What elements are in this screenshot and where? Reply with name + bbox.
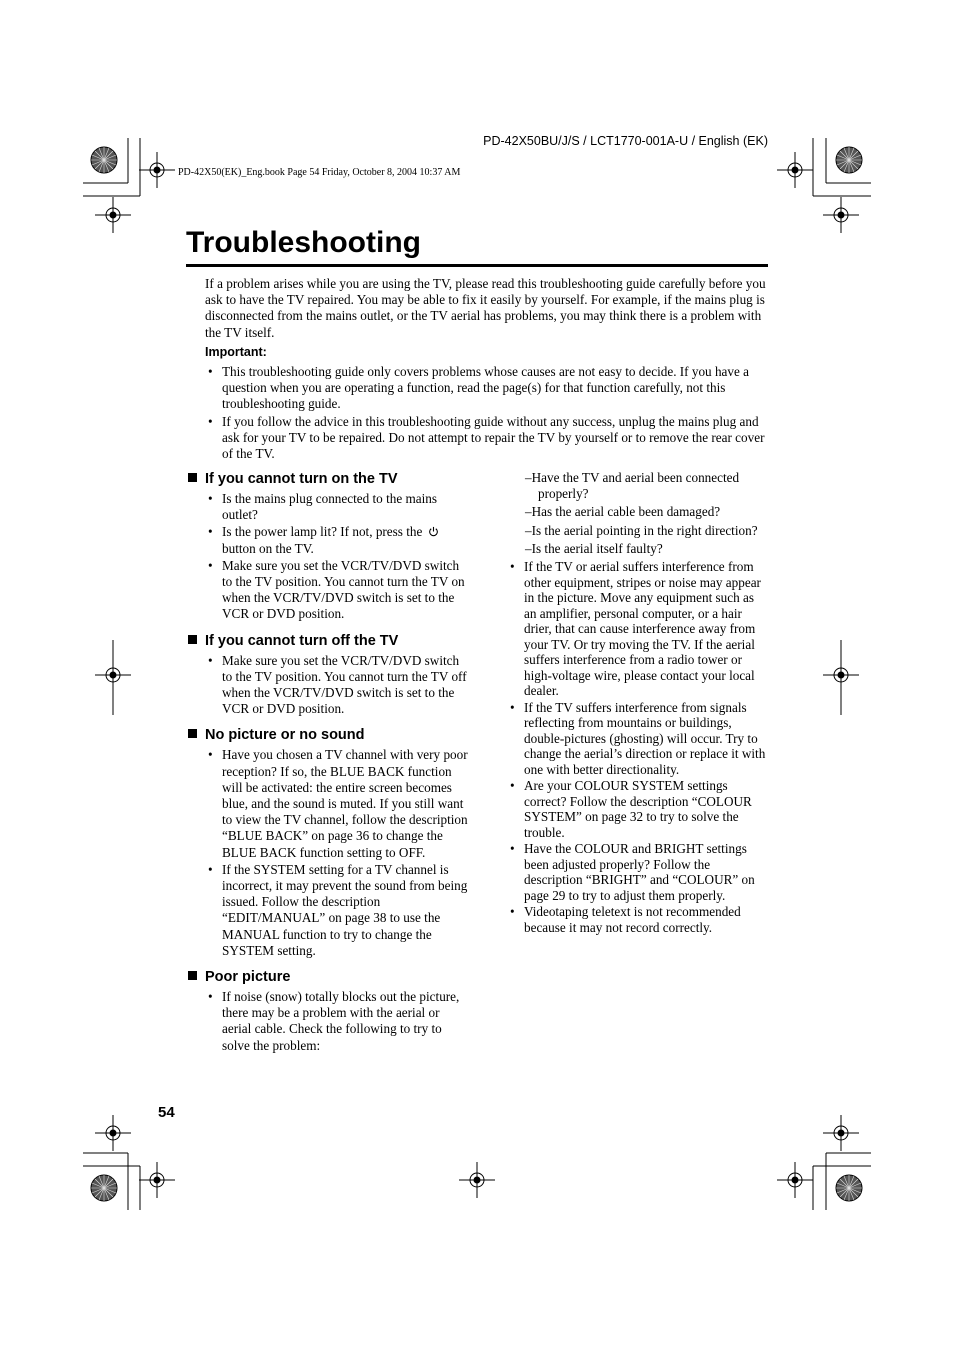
important-list (205, 364, 768, 463)
item-list (205, 989, 468, 1054)
list-item: • Videotaping teletext is not recommended because it may not record correctly. (510, 904, 741, 935)
check-list (507, 470, 769, 557)
bullet-icon: • (510, 841, 515, 857)
section-heading: If you cannot turn off the TV (188, 632, 468, 650)
item-list (507, 559, 769, 935)
page-title: Troubleshooting (186, 226, 421, 259)
section-heading: Poor picture (188, 968, 468, 986)
title-rule (186, 264, 768, 267)
bullet-icon: • (208, 413, 213, 429)
item-list (205, 653, 468, 718)
bullet-icon: • (208, 491, 213, 506)
product-code-header: PD-42X50BU/J/S / LCT1770-001A-U / English (EK) (483, 134, 768, 148)
bullet-icon: • (208, 364, 213, 379)
section-heading: No picture or no sound (188, 726, 468, 744)
section-poor-picture (188, 968, 468, 1054)
list-item: • If you follow the advice in this troubleshooting guide without any success, unplug the mains plug and ask for your TV to be repaired. Do not attempt to repair the TV by yourself or to remove the rear cover of the TV. (208, 413, 765, 462)
bullet-icon: • (208, 652, 213, 668)
list-item: • This troubleshooting guide only covers problems whose causes are not easy to decide. If you have a question when you are operating a function, read the page(s) for that function carefully, not this troubleshooting guide. (208, 364, 749, 412)
intro-paragraph: If a problem arises while you are using the TV, please read this troubleshooting guide carefully before you ask to have the TV repaired. You may be able to fix it easily by yourself. For example, if the mains plug is disconnected from the mains outlet, or the TV aerial has problems, you may think there is a problem with the TV itself. (205, 276, 766, 340)
item-list (205, 747, 468, 959)
list-item: –Has the aerial cable been damaged? (525, 504, 721, 520)
important-label: Important: (205, 345, 267, 359)
list-item: –Is the aerial pointing in the right direction? (525, 522, 758, 538)
bullet-icon: • (208, 747, 213, 763)
square-bullet-icon (188, 635, 197, 644)
square-bullet-icon (188, 971, 197, 980)
list-item: –Have the TV and aerial been connected properly? (525, 470, 740, 502)
page-number: 54 (158, 1104, 175, 1121)
square-bullet-icon (188, 473, 197, 482)
power-button-icon (428, 526, 439, 537)
list-item: • Have the COLOUR and BRIGHT settings been adjusted properly? Follow the description “BRIGHT” and “COLOUR” on page 29 to try to adjust them properly. (510, 841, 755, 903)
list-item: • Make sure you set the VCR/TV/DVD switch to the TV position. You cannot turn the TV on when the VCR/TV/DVD switch is set to the VCR or DVD position. (208, 557, 465, 622)
bullet-icon: • (208, 861, 213, 877)
list-item: • Is the mains plug connected to the mains outlet? (208, 491, 437, 523)
section-heading: If you cannot turn on the TV (188, 470, 468, 488)
section-cannot-turn-off (188, 632, 468, 718)
list-item: • If the SYSTEM setting for a TV channel is incorrect, it may prevent the sound from being issued. Follow the description “EDIT/MANUAL” on page 38 to use the MANUAL function to try to change the SYSTEM setting. (208, 861, 468, 958)
left-column (188, 470, 468, 1063)
list-item: • Have you chosen a TV channel with very poor reception? If so, the BLUE BACK function will be activated: the entire screen becomes blue, and the sound is muted. If you still want to view the TV channel, follow the description “BLUE BACK” on page 36 to change the BLUE BACK function setting to OFF. (208, 747, 468, 860)
list-item: • Is the power lamp lit? If not, press the button on the TV. (205, 524, 468, 556)
book-file-line: PD-42X50(EK)_Eng.book Page 54 Friday, October 8, 2004 10:37 AM (178, 167, 461, 178)
list-item: • Are your COLOUR SYSTEM settings correct? Follow the description “COLOUR SYSTEM” on page 32 to try to solve the trouble. (510, 778, 752, 840)
bullet-icon: • (510, 778, 515, 794)
bullet-icon: • (510, 699, 515, 715)
list-item: • If noise (snow) totally blocks out the picture, there may be a problem with the aerial or aerial cable. Check the following to try to solve the problem: (208, 989, 460, 1053)
bullet-icon: • (208, 524, 213, 540)
bullet-icon: • (510, 904, 515, 920)
square-bullet-icon (188, 729, 197, 738)
section-no-picture (188, 726, 468, 959)
list-item: –Is the aerial itself faulty? (525, 540, 663, 556)
item-list (205, 491, 468, 623)
list-item: • Make sure you set the VCR/TV/DVD switch to the TV position. You cannot turn the TV off when the VCR/TV/DVD switch is set to the VCR or DVD position. (208, 652, 467, 717)
bullet-icon: • (208, 989, 213, 1005)
list-item: • If the TV or aerial suffers interference from other equipment, stripes or noise may appear in the picture. Move any equipment such as an amplifier, personal computer, or a hair drier, that can cause interference away from your TV. Or try moving the TV. If the aerial suffers interference from a radio tower or high-voltage wire, please contact your local dealer. (510, 559, 761, 699)
bullet-icon: • (208, 557, 213, 573)
section-cannot-turn-on (188, 470, 468, 623)
list-item: • If the TV suffers interference from signals reflecting from mountains or buildings, double-pictures (ghosting) will occur. Try to change the aerial’s direction or replace it with one with better directionality. (510, 699, 766, 777)
bullet-icon: • (510, 559, 515, 575)
right-column (507, 470, 769, 936)
